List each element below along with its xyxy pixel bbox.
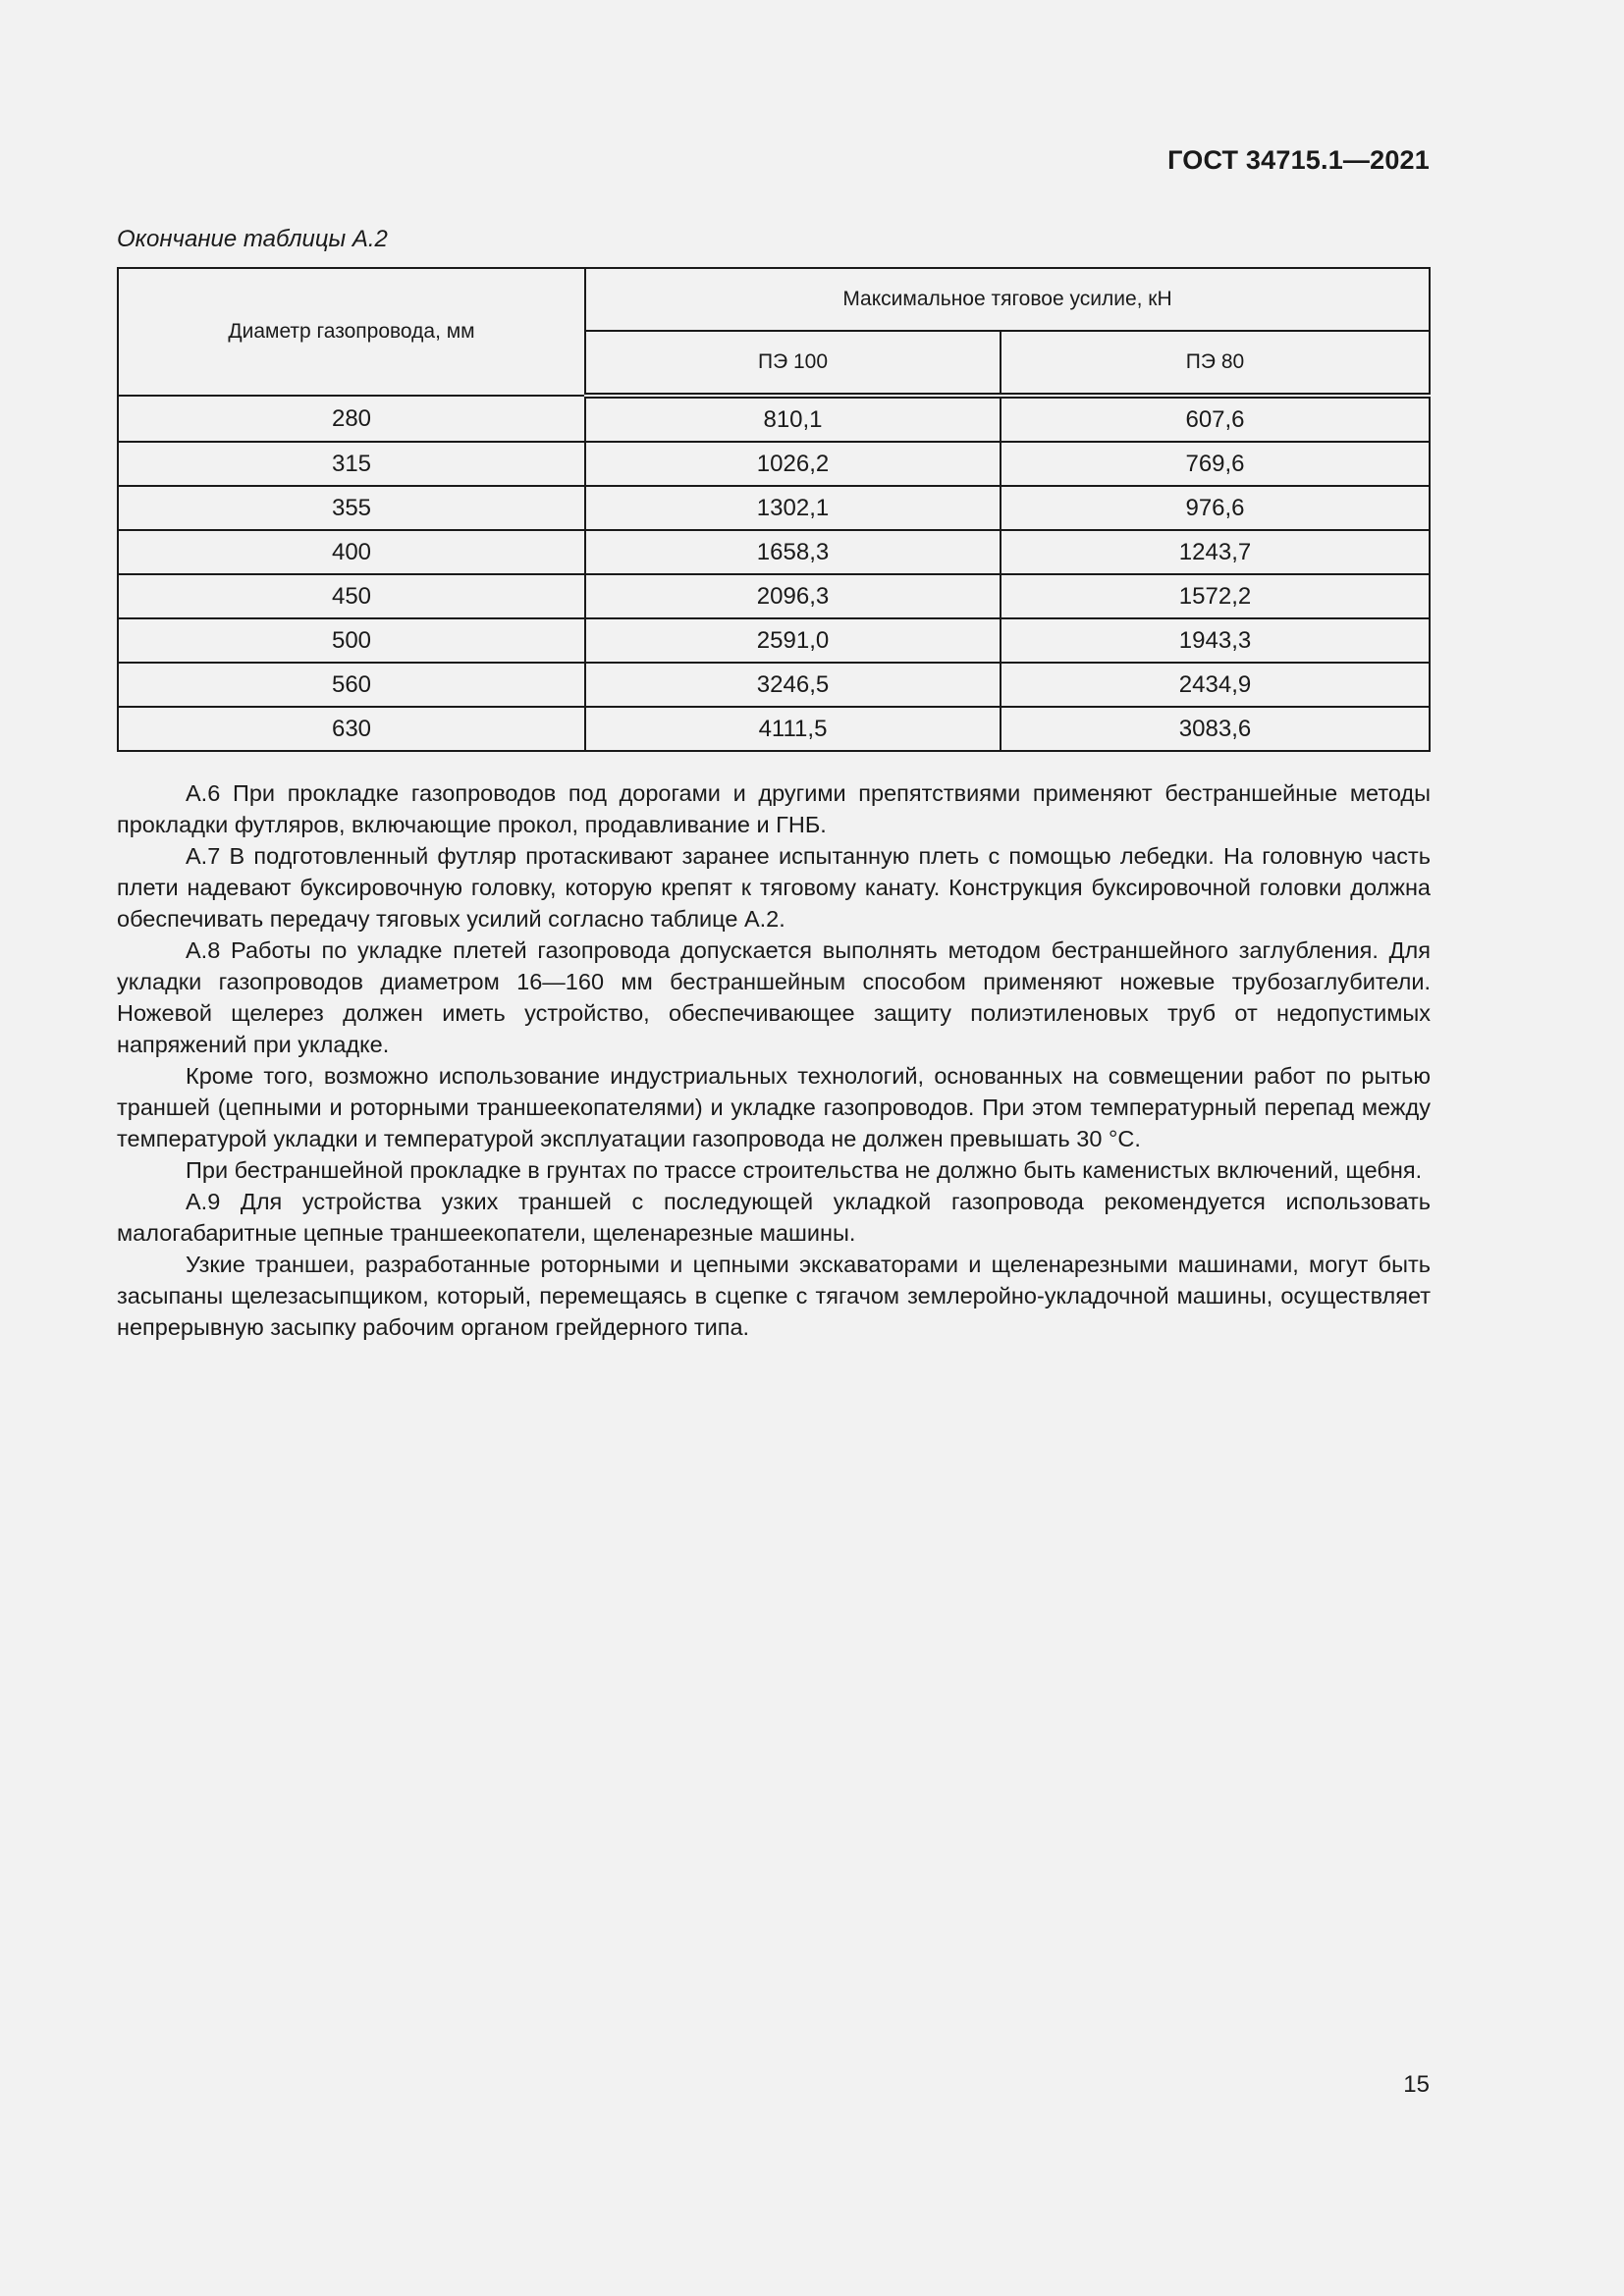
- cell-diameter: 280: [118, 396, 585, 442]
- cell-pe80: 3083,6: [1001, 707, 1430, 751]
- cell-pe80: 769,6: [1001, 442, 1430, 486]
- cell-diameter: 500: [118, 618, 585, 663]
- cell-diameter: 355: [118, 486, 585, 530]
- cell-diameter: 315: [118, 442, 585, 486]
- cell-pe100: 3246,5: [585, 663, 1001, 707]
- table-row: [118, 574, 1430, 618]
- cell-pe100: 810,1: [585, 396, 1001, 442]
- table-row: [118, 663, 1430, 707]
- cell-pe100: 2096,3: [585, 574, 1001, 618]
- table-row: [118, 442, 1430, 486]
- table-row: [118, 618, 1430, 663]
- paragraph: А.7 В подготовленный футляр протаскивают заранее испытанную плеть с помощью лебедки. На головную часть плети надевают буксировочную головку, которую крепят к тяговому канату. Конструкция буксировочной головки должна обеспечивать передачу тяговых усилий согласно таблице А.2.: [117, 843, 1431, 932]
- table-row: [118, 396, 1430, 442]
- cell-pe100: 1302,1: [585, 486, 1001, 530]
- header-max-force: Максимальное тяговое усилие, кН: [585, 268, 1430, 331]
- table-row: [118, 486, 1430, 530]
- table-row: [118, 707, 1430, 751]
- cell-pe100: 4111,5: [585, 707, 1001, 751]
- body-text: [117, 777, 1431, 1343]
- paragraph: Узкие траншеи, разработанные роторными и цепными экскаваторами и щеленарезными машинами, могут быть засыпаны щелезасыпщиком, который, перемещаясь в сцепке с тягачом землеройно-укладочной машины, осуществляет непрерывную засыпку рабочим органом грейдерного типа.: [117, 1252, 1431, 1340]
- cell-diameter: 630: [118, 707, 585, 751]
- cell-pe80: 2434,9: [1001, 663, 1430, 707]
- pulling-force-table: [117, 267, 1431, 752]
- cell-pe80: 976,6: [1001, 486, 1430, 530]
- cell-pe80: 607,6: [1001, 396, 1430, 442]
- cell-pe100: 1658,3: [585, 530, 1001, 574]
- cell-pe80: 1243,7: [1001, 530, 1430, 574]
- paragraph: А.9 Для устройства узких траншей с последующей укладкой газопровода рекомендуется использовать малогабаритные цепные траншеекопатели, щеленарезные машины.: [117, 1189, 1431, 1246]
- table-caption: Окончание таблицы А.2: [117, 226, 388, 252]
- cell-pe80: 1943,3: [1001, 618, 1430, 663]
- table-row: [118, 530, 1430, 574]
- cell-diameter: 450: [118, 574, 585, 618]
- cell-diameter: 400: [118, 530, 585, 574]
- table-header-row: [118, 268, 1430, 331]
- header-pe80: ПЭ 80: [1001, 331, 1430, 396]
- cell-pe80: 1572,2: [1001, 574, 1430, 618]
- paragraph: Кроме того, возможно использование индустриальных технологий, основанных на совмещении работ по рытью траншей (цепными и роторными траншеекопателями) и укладке газопроводов. При этом температурный перепад между температурой укладки и температурой эксплуатации газопровода не должен превышать 30 °С.: [117, 1063, 1431, 1151]
- page-number: 15: [1403, 2071, 1430, 2098]
- cell-pe100: 2591,0: [585, 618, 1001, 663]
- paragraph: А.6 При прокладке газопроводов под дорогами и другими препятствиями применяют бестраншейные методы прокладки футляров, включающие прокол, продавливание и ГНБ.: [117, 780, 1431, 837]
- paragraph: При бестраншейной прокладке в грунтах по трассе строительства не должно быть каменистых включений, щебня.: [186, 1157, 1423, 1183]
- document-id: ГОСТ 34715.1—2021: [1167, 145, 1430, 175]
- header-pe100: ПЭ 100: [585, 331, 1001, 396]
- paragraph: А.8 Работы по укладке плетей газопровода допускается выполнять методом бестраншейного заглубления. Для укладки газопроводов диаметром 16—160 мм бестраншейным способом применяют ножевые трубозаглубители. Ножевой щелерез должен иметь устройство, обеспечивающее защиту полиэтиленовых труб от недопустимых напряжений при укладке.: [117, 937, 1431, 1057]
- header-diameter: Диаметр газопровода, мм: [118, 268, 585, 396]
- cell-pe100: 1026,2: [585, 442, 1001, 486]
- table-body: [118, 396, 1430, 751]
- cell-diameter: 560: [118, 663, 585, 707]
